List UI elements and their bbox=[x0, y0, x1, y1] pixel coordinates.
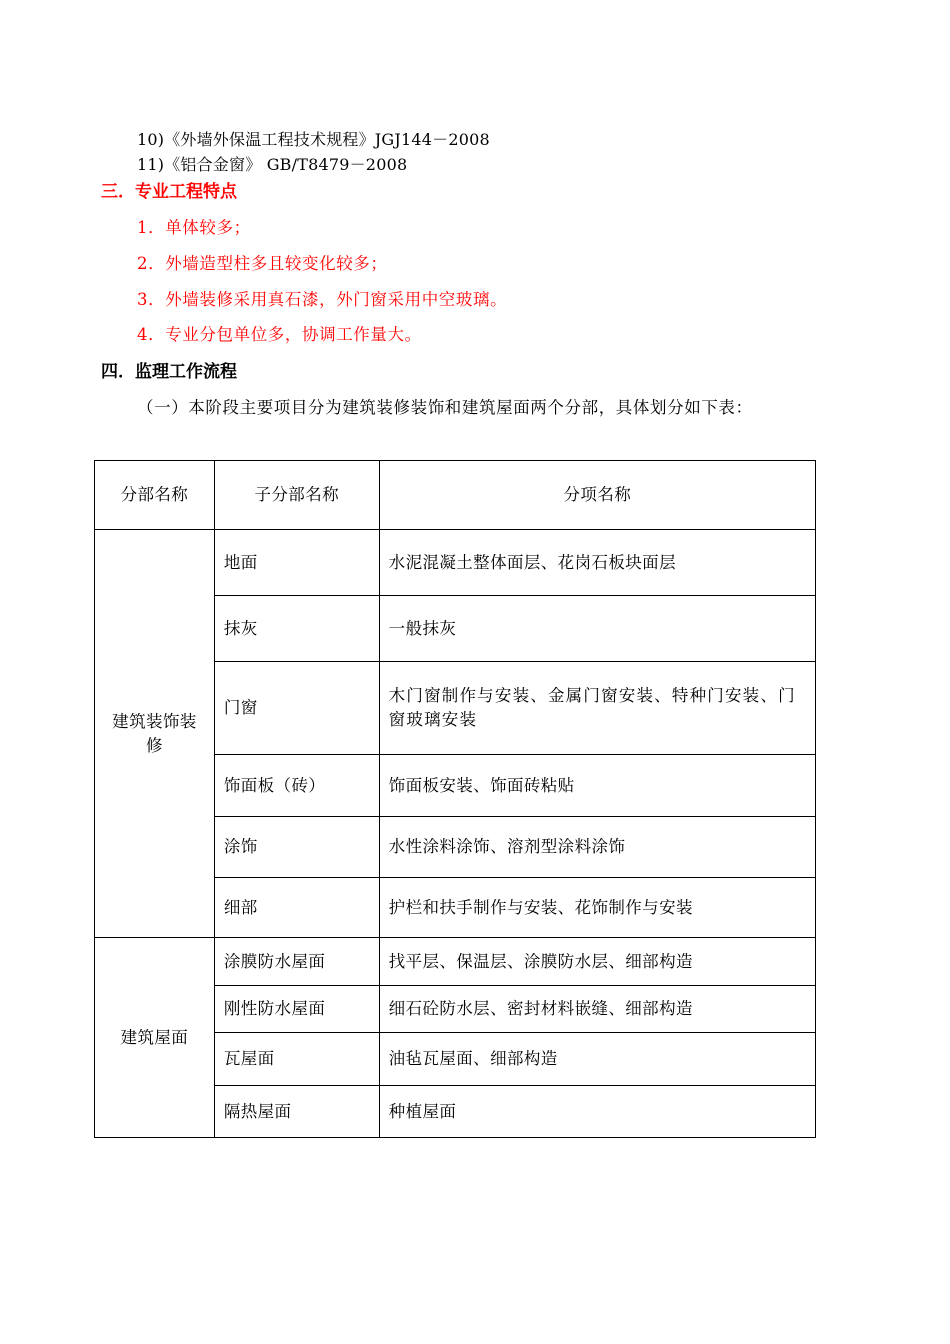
feature-item-3: 3．外墙装修采用真石漆，外门窗采用中空玻璃。 bbox=[137, 290, 508, 309]
table-row bbox=[95, 530, 816, 596]
feature-item-1: 1．单体较多； bbox=[137, 218, 251, 237]
subdivision-cell: 涂膜防水屋面 bbox=[214, 938, 379, 986]
items-cell: 细石砼防水层、密封材料嵌缝、细部构造 bbox=[379, 986, 815, 1033]
header-division-name: 分部名称 bbox=[95, 461, 215, 530]
items-cell: 护栏和扶手制作与安装、花饰制作与安装 bbox=[379, 878, 815, 938]
items-cell: 水泥混凝土整体面层、花岗石板块面层 bbox=[379, 530, 815, 596]
header-subdivision-name: 子分部名称 bbox=[214, 461, 379, 530]
division-table bbox=[94, 460, 816, 1138]
section-3-heading: 三．专业工程特点 bbox=[101, 182, 237, 202]
items-cell: 找平层、保温层、涂膜防水层、细部构造 bbox=[379, 938, 815, 986]
subdivision-cell: 抹灰 bbox=[214, 596, 379, 662]
subdivision-cell: 地面 bbox=[214, 530, 379, 596]
items-cell: 水性涂料涂饰、溶剂型涂料涂饰 bbox=[379, 817, 815, 878]
subdivision-cell: 瓦屋面 bbox=[214, 1033, 379, 1086]
division-cell-roofing: 建筑屋面 bbox=[95, 938, 215, 1138]
feature-item-2: 2．外墙造型柱多且较变化较多； bbox=[137, 254, 388, 273]
items-cell: 油毡瓦屋面、细部构造 bbox=[379, 1033, 815, 1086]
items-cell: 一般抹灰 bbox=[379, 596, 815, 662]
items-cell: 木门窗制作与安装、金属门窗安装、特种门安装、门窗玻璃安装 bbox=[379, 662, 815, 755]
items-cell: 饰面板安装、饰面砖粘贴 bbox=[379, 755, 815, 817]
section-4-intro: （一）本阶段主要项目分为建筑装修装饰和建筑屋面两个分部，具体划分如下表： bbox=[137, 398, 753, 417]
subdivision-cell: 刚性防水屋面 bbox=[214, 986, 379, 1033]
reference-item-10: 10)《外墙外保温工程技术规程》JGJ144－2008 bbox=[137, 130, 490, 149]
subdivision-cell: 饰面板（砖） bbox=[214, 755, 379, 817]
subdivision-cell: 细部 bbox=[214, 878, 379, 938]
header-item-name: 分项名称 bbox=[379, 461, 815, 530]
reference-item-11: 11)《铝合金窗》 GB/T8479－2008 bbox=[137, 155, 408, 174]
table-header-row bbox=[95, 461, 816, 530]
subdivision-cell: 涂饰 bbox=[214, 817, 379, 878]
items-cell: 种植屋面 bbox=[379, 1086, 815, 1138]
division-cell-decoration: 建筑装饰装修 bbox=[95, 530, 215, 938]
table-row bbox=[95, 938, 816, 986]
section-4-heading: 四．监理工作流程 bbox=[101, 362, 237, 382]
subdivision-cell: 门窗 bbox=[214, 662, 379, 755]
feature-item-4: 4．专业分包单位多，协调工作量大。 bbox=[137, 325, 422, 344]
subdivision-cell: 隔热屋面 bbox=[214, 1086, 379, 1138]
